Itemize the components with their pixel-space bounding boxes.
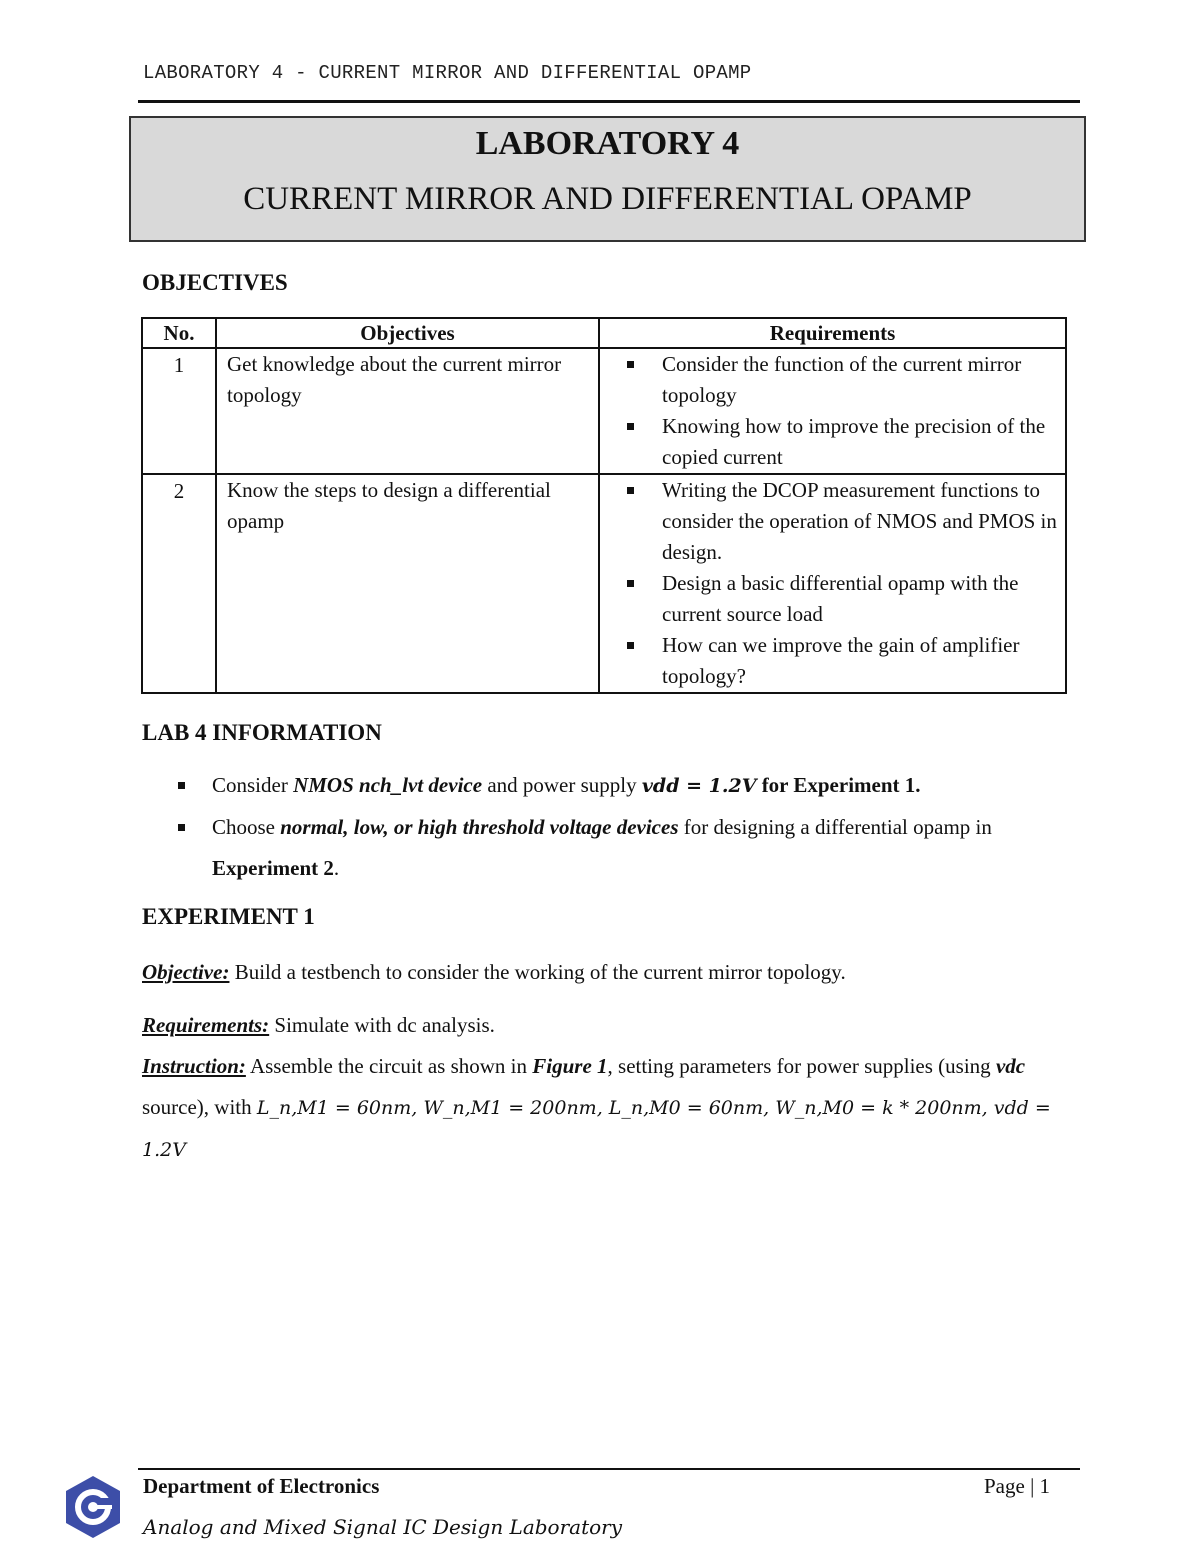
info1-text-c: and power supply — [482, 773, 642, 797]
info2-text-c: for designing a differential opamp in — [678, 815, 992, 839]
instruction-label: Instruction: — [142, 1054, 246, 1078]
requirements-text: Simulate with dc analysis. — [269, 1013, 495, 1037]
instruction-text-c: source), with — [142, 1095, 257, 1119]
table-header-row — [142, 318, 1066, 348]
objectives-heading: OBJECTIVES — [142, 270, 288, 295]
row-objective: Get knowledge about the current mirror topology — [216, 348, 599, 474]
objective-paragraph — [142, 952, 1078, 993]
lab-info-list — [176, 765, 1086, 889]
instruction-parameters: L_n,M1 = 60nm, W_n,M1 = 200nm, L_n,M0 = 60nm, W_n,M0 = k * 200nm, vdd = 1.2V — [142, 1097, 1051, 1161]
lab-subtitle: CURRENT MIRROR AND DIFFERENTIAL OPAMP — [243, 181, 972, 217]
list-item — [176, 765, 1086, 807]
col-no-header: No. — [142, 318, 216, 348]
list-item: How can we improve the gain of amplifier topology? — [600, 630, 1057, 692]
row-requirements — [599, 474, 1066, 693]
department-logo-icon — [62, 1474, 124, 1540]
objective-text: Build a testbench to consider the working of the current mirror topology. — [229, 960, 846, 984]
list-item: Design a basic differential opamp with the current source load — [600, 568, 1057, 630]
lab-title: LABORATORY 4 — [475, 125, 740, 162]
lab-info-heading: LAB 4 INFORMATION — [142, 720, 382, 745]
objectives-table — [141, 317, 1067, 694]
requirements-list — [600, 475, 1057, 692]
vdc-term: vdc — [995, 1054, 1026, 1078]
col-objectives-header: Objectives — [216, 318, 599, 348]
running-header: LABORATORY 4 - CURRENT MIRROR AND DIFFERENTIAL OPAMP — [143, 62, 752, 84]
list-item — [176, 807, 1086, 889]
figure-reference: Figure 1 — [532, 1054, 608, 1078]
page-number: Page | 1 — [984, 1474, 1051, 1498]
row-number: 2 — [142, 474, 216, 693]
row-number: 1 — [142, 348, 216, 474]
info1-device: NMOS nch_lvt device — [293, 773, 483, 797]
requirements-list — [600, 349, 1057, 473]
table-row — [142, 474, 1066, 693]
header-rule — [138, 100, 1080, 103]
info2-experiment: Experiment 2 — [212, 856, 334, 880]
instruction-text-b: , setting parameters for power supplies (using — [607, 1054, 996, 1078]
list-item: Knowing how to improve the precision of the copied current — [600, 411, 1057, 473]
info1-text-e: for Experiment 1. — [756, 773, 921, 797]
instruction-text-a: Assemble the circuit as shown in — [245, 1054, 533, 1078]
list-item: Consider the function of the current mirror topology — [600, 349, 1057, 411]
objective-label: Objective: — [142, 960, 230, 984]
table-row — [142, 348, 1066, 474]
info2-text-e: . — [333, 856, 340, 880]
list-item: Writing the DCOP measurement functions to consider the operation of NMOS and PMOS in design. — [600, 475, 1057, 568]
info1-vdd: vdd = 1.2V — [641, 775, 757, 797]
info1-text-a: Consider — [212, 773, 294, 797]
footer-lab-name: Analog and Mixed Signal IC Design Laboratory — [143, 1515, 623, 1539]
footer-rule — [138, 1468, 1080, 1470]
requirements-paragraph — [142, 1005, 1078, 1046]
row-requirements — [599, 348, 1066, 474]
title-box — [129, 116, 1086, 242]
row-objective: Know the steps to design a differential opamp — [216, 474, 599, 693]
footer-department: Department of Electronics — [143, 1474, 380, 1498]
info2-devices: normal, low, or high threshold voltage devices — [280, 815, 679, 839]
col-requirements-header: Requirements — [599, 318, 1066, 348]
info2-text-a: Choose — [212, 815, 281, 839]
instruction-paragraph — [142, 1046, 1078, 1171]
experiment1-heading: EXPERIMENT 1 — [142, 904, 315, 929]
requirements-label: Requirements: — [142, 1013, 270, 1037]
